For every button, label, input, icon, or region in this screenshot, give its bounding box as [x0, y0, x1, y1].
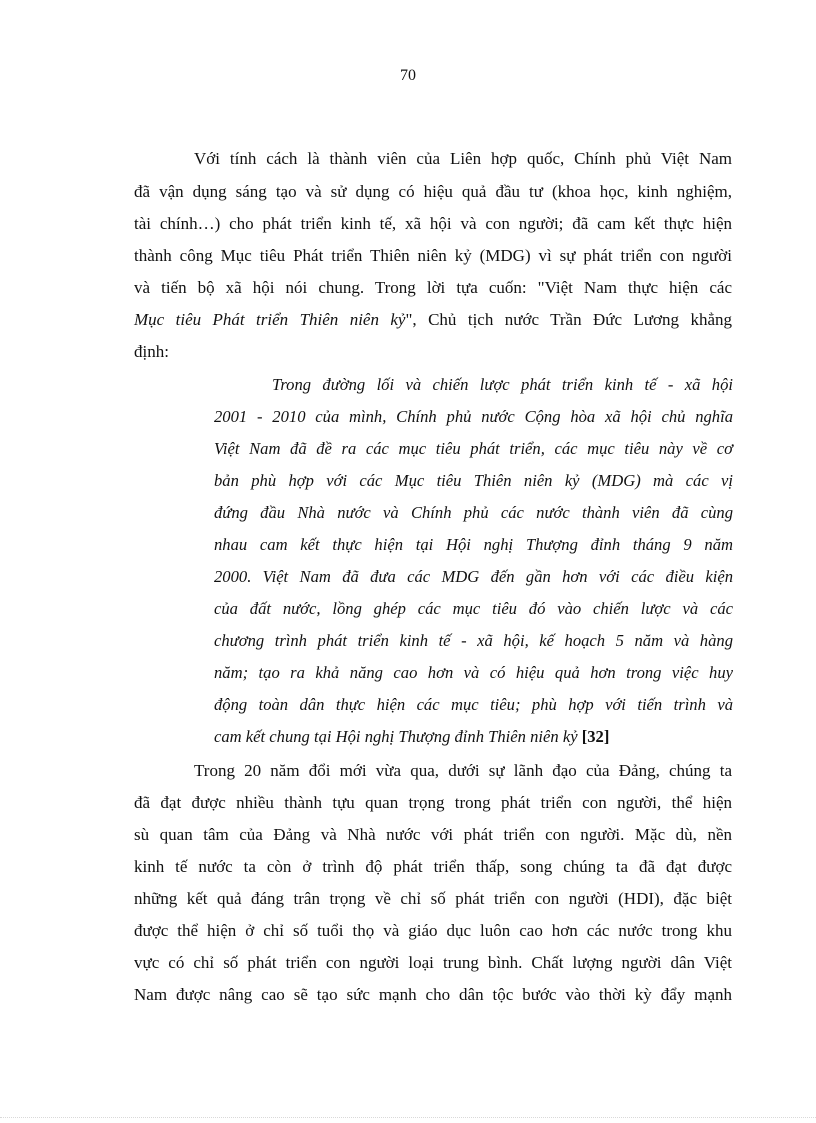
paragraph-line: sù quan tâm của Đảng và Nhà nước với phát triển con người. Mặc dù, nền: [134, 825, 732, 844]
quote-line: của đất nước, lồng ghép các mục tiêu đó vào chiến lược và các: [214, 599, 733, 618]
paragraph-line: [134, 309, 732, 331]
quote-last-text: cam kết chung tại Hội nghị Thượng đỉnh Thiên niên kỷ: [214, 727, 578, 746]
paragraph-line: Trong 20 năm đổi mới vừa qua, dưới sự lãnh đạo của Đảng, chúng ta: [194, 761, 732, 780]
paragraph-line: tài chính…) cho phát triển kinh tế, xã hội và con người; đã cam kết thực hiện: [134, 214, 732, 233]
citation: [32]: [581, 727, 610, 746]
paragraph-line-rest: ", Chủ tịch nước Trần Đức Lương khẳng: [405, 310, 733, 329]
page-bottom-rule: [0, 1117, 816, 1118]
paragraph-line: Nam được nâng cao sẽ tạo sức mạnh cho dân tộc bước vào thời kỳ đẩy mạnh: [134, 985, 732, 1004]
paragraph-line: được thể hiện ở chỉ số tuổi thọ và giáo dục luôn cao hơn các nước trong khu: [134, 921, 732, 940]
book-title-italic: Mục tiêu Phát triển Thiên niên kỷ: [134, 310, 406, 329]
quote-line: động toàn dân thực hiện các mục tiêu; phù hợp với tiến trình và: [214, 695, 733, 714]
paragraph-line: vực có chỉ số phát triển con người loại trung bình. Chất lượng người dân Việt: [134, 953, 732, 972]
paragraph-line: thành công Mục tiêu Phát triển Thiên niên kỷ (MDG) vì sự phát triển con người: [134, 246, 732, 265]
quote-line: Trong đường lối và chiến lược phát triển kinh tế - xã hội: [272, 375, 733, 394]
quote-line: nhau cam kết thực hiện tại Hội nghị Thượng đỉnh tháng 9 năm: [214, 535, 733, 554]
quote-line: năm; tạo ra khả năng cao hơn và có hiệu quả hơn trong việc huy: [214, 663, 733, 682]
quote-line: Việt Nam đã đề ra các mục tiêu phát triển, các mục tiêu này về cơ: [214, 439, 733, 458]
paragraph-line: kinh tế nước ta còn ở trình độ phát triển thấp, song chúng ta đã đạt được: [134, 857, 732, 876]
paragraph-line: đã vận dụng sáng tạo và sử dụng có hiệu quả đầu tư (khoa học, kinh nghiệm,: [134, 182, 732, 201]
quote-line: bản phù hợp với các Mục tiêu Thiên niên kỷ (MDG) mà các vị: [214, 471, 733, 490]
paragraph-line: Với tính cách là thành viên của Liên hợp quốc, Chính phủ Việt Nam: [194, 149, 732, 168]
paragraph-line: đã đạt được nhiều thành tựu quan trọng trong phát triển con người, thể hiện: [134, 793, 732, 812]
quote-line: đứng đầu Nhà nước và Chính phủ các nước thành viên đã cùng: [214, 503, 733, 522]
quote-line: 2000. Việt Nam đã đưa các MDG đến gần hơn với các điều kiện: [214, 567, 733, 586]
paragraph-line: và tiến bộ xã hội nói chung. Trong lời tựa cuốn: "Việt Nam thực hiện các: [134, 278, 732, 297]
paragraph-line: định:: [134, 342, 169, 361]
quote-line: 2001 - 2010 của mình, Chính phủ nước Cộng hòa xã hội chủ nghĩa: [214, 407, 733, 426]
quote-line: chương trình phát triển kinh tế - xã hội, kế hoạch 5 năm và hàng: [214, 631, 733, 650]
quote-line: [214, 726, 609, 748]
page-number: 70: [400, 67, 416, 84]
paragraph-line: những kết quả đáng trân trọng về chỉ số phát triển con người (HDI), đặc biệt: [134, 889, 732, 908]
